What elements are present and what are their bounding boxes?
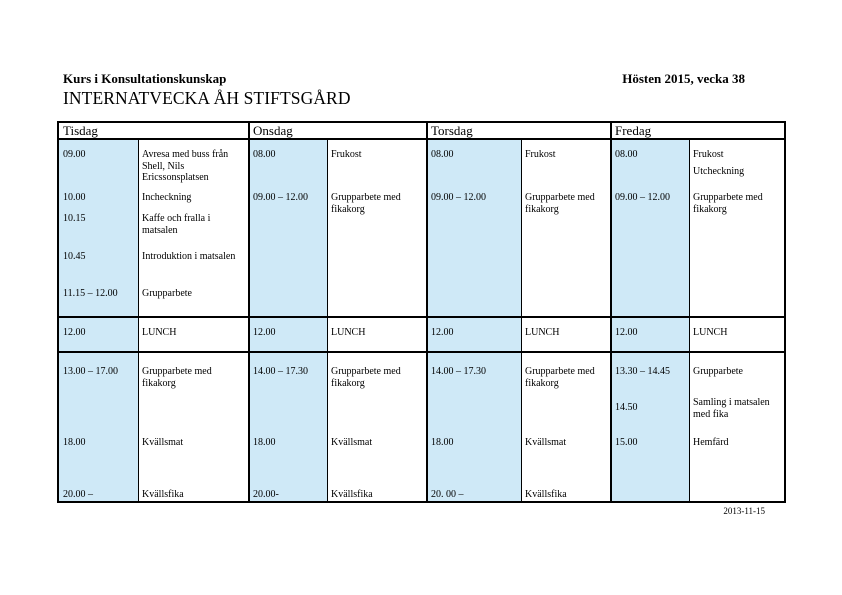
activity-torsdag-afternoon-1: Kvällsmat [525,437,567,448]
time-divider-torsdag [521,139,522,501]
activity-tisdag-morning-4: Grupparbete [142,288,192,299]
day-header-tisdag: Tisdag [63,123,98,138]
activity-fredag-morning-1: Utcheckning [693,166,745,177]
activity-tisdag-afternoon-1: Kvällsmat [142,437,184,448]
time-onsdag-morning-1: 09.00 – 12.00 [253,192,308,203]
time-torsdag-afternoon-2: 20. 00 – [431,489,464,500]
time-torsdag-afternoon-0: 14.00 – 17.30 [431,366,486,377]
activity-onsdag-lunch-0: LUNCH [331,327,366,338]
row-separator-2 [59,316,784,318]
activity-fredag-afternoon-1: Samling i matsalen med fika [693,397,770,420]
day-header-onsdag: Onsdag [253,123,293,138]
activity-fredag-afternoon-2: Hemfärd [693,437,729,448]
semester-week: Hösten 2015, vecka 38 [622,71,745,86]
activity-tisdag-afternoon-0: Grupparbete med fikakorg [142,366,212,389]
time-torsdag-lunch-0: 12.00 [431,327,454,338]
activity-onsdag-afternoon-1: Kvällsmat [331,437,373,448]
time-torsdag-morning-0: 08.00 [431,149,454,160]
time-tisdag-afternoon-1: 18.00 [63,437,86,448]
activity-tisdag-morning-3: Introduktion i matsalen [142,251,236,262]
activity-torsdag-lunch-0: LUNCH [525,327,560,338]
time-fredag-afternoon-2: 15.00 [615,437,638,448]
time-fredag-lunch-0: 12.00 [615,327,638,338]
document-date: 2013-11-15 [723,506,765,516]
day-separator-3 [610,123,612,501]
time-tisdag-morning-3: 10.45 [63,251,86,262]
time-divider-onsdag [327,139,328,501]
time-fredag-morning-2: 09.00 – 12.00 [615,192,670,203]
time-tisdag-morning-4: 11.15 – 12.00 [63,288,118,299]
time-onsdag-lunch-0: 12.00 [253,327,276,338]
activity-onsdag-afternoon-0: Grupparbete med fikakorg [331,366,401,389]
activity-torsdag-morning-0: Frukost [525,149,556,160]
activity-fredag-morning-0: Frukost [693,149,724,160]
time-onsdag-afternoon-0: 14.00 – 17.30 [253,366,308,377]
time-tisdag-afternoon-0: 13.00 – 17.00 [63,366,118,377]
activity-torsdag-morning-1: Grupparbete med fikakorg [525,192,595,215]
time-fredag-afternoon-1: 14.50 [615,402,638,413]
activity-fredag-lunch-0: LUNCH [693,327,728,338]
row-separator-1 [59,138,784,140]
activity-onsdag-morning-0: Frukost [331,149,362,160]
activity-tisdag-morning-0: Avresa med buss från Shell, Nils Ericssonsplatsen [142,149,229,183]
activity-onsdag-morning-1: Grupparbete med fikakorg [331,192,401,215]
activity-tisdag-morning-1: Incheckning [142,192,192,203]
activity-tisdag-afternoon-2: Kvällsfika [142,489,184,500]
time-tisdag-morning-2: 10.15 [63,213,86,224]
time-divider-tisdag [138,139,139,501]
course-title: Kurs i Konsultationskunskap [63,71,227,86]
time-torsdag-afternoon-1: 18.00 [431,437,454,448]
time-onsdag-morning-0: 08.00 [253,149,276,160]
activity-torsdag-afternoon-0: Grupparbete med fikakorg [525,366,595,389]
time-torsdag-morning-1: 09.00 – 12.00 [431,192,486,203]
schedule-table [57,121,786,503]
activity-onsdag-afternoon-2: Kvällsfika [331,489,373,500]
page-title: INTERNATVECKA ÅH STIFTSGÅRD [63,88,351,108]
activity-torsdag-afternoon-2: Kvällsfika [525,489,567,500]
row-separator-3 [59,351,784,353]
activity-tisdag-lunch-0: LUNCH [142,327,177,338]
time-fredag-afternoon-0: 13.30 – 14.45 [615,366,670,377]
time-onsdag-afternoon-1: 18.00 [253,437,276,448]
day-header-torsdag: Torsdag [431,123,473,138]
time-tisdag-lunch-0: 12.00 [63,327,86,338]
time-divider-fredag [689,139,690,501]
activity-fredag-morning-2: Grupparbete med fikakorg [693,192,763,215]
time-tisdag-morning-1: 10.00 [63,192,86,203]
time-tisdag-afternoon-2: 20.00 – [63,489,93,500]
day-header-fredag: Fredag [615,123,652,138]
day-separator-1 [248,123,250,501]
time-onsdag-afternoon-2: 20.00- [253,489,279,500]
activity-tisdag-morning-2: Kaffe och fralla i matsalen [142,213,211,236]
activity-fredag-afternoon-0: Grupparbete [693,366,743,377]
day-separator-2 [426,123,428,501]
time-fredag-morning-0: 08.00 [615,149,638,160]
time-tisdag-morning-0: 09.00 [63,149,86,160]
